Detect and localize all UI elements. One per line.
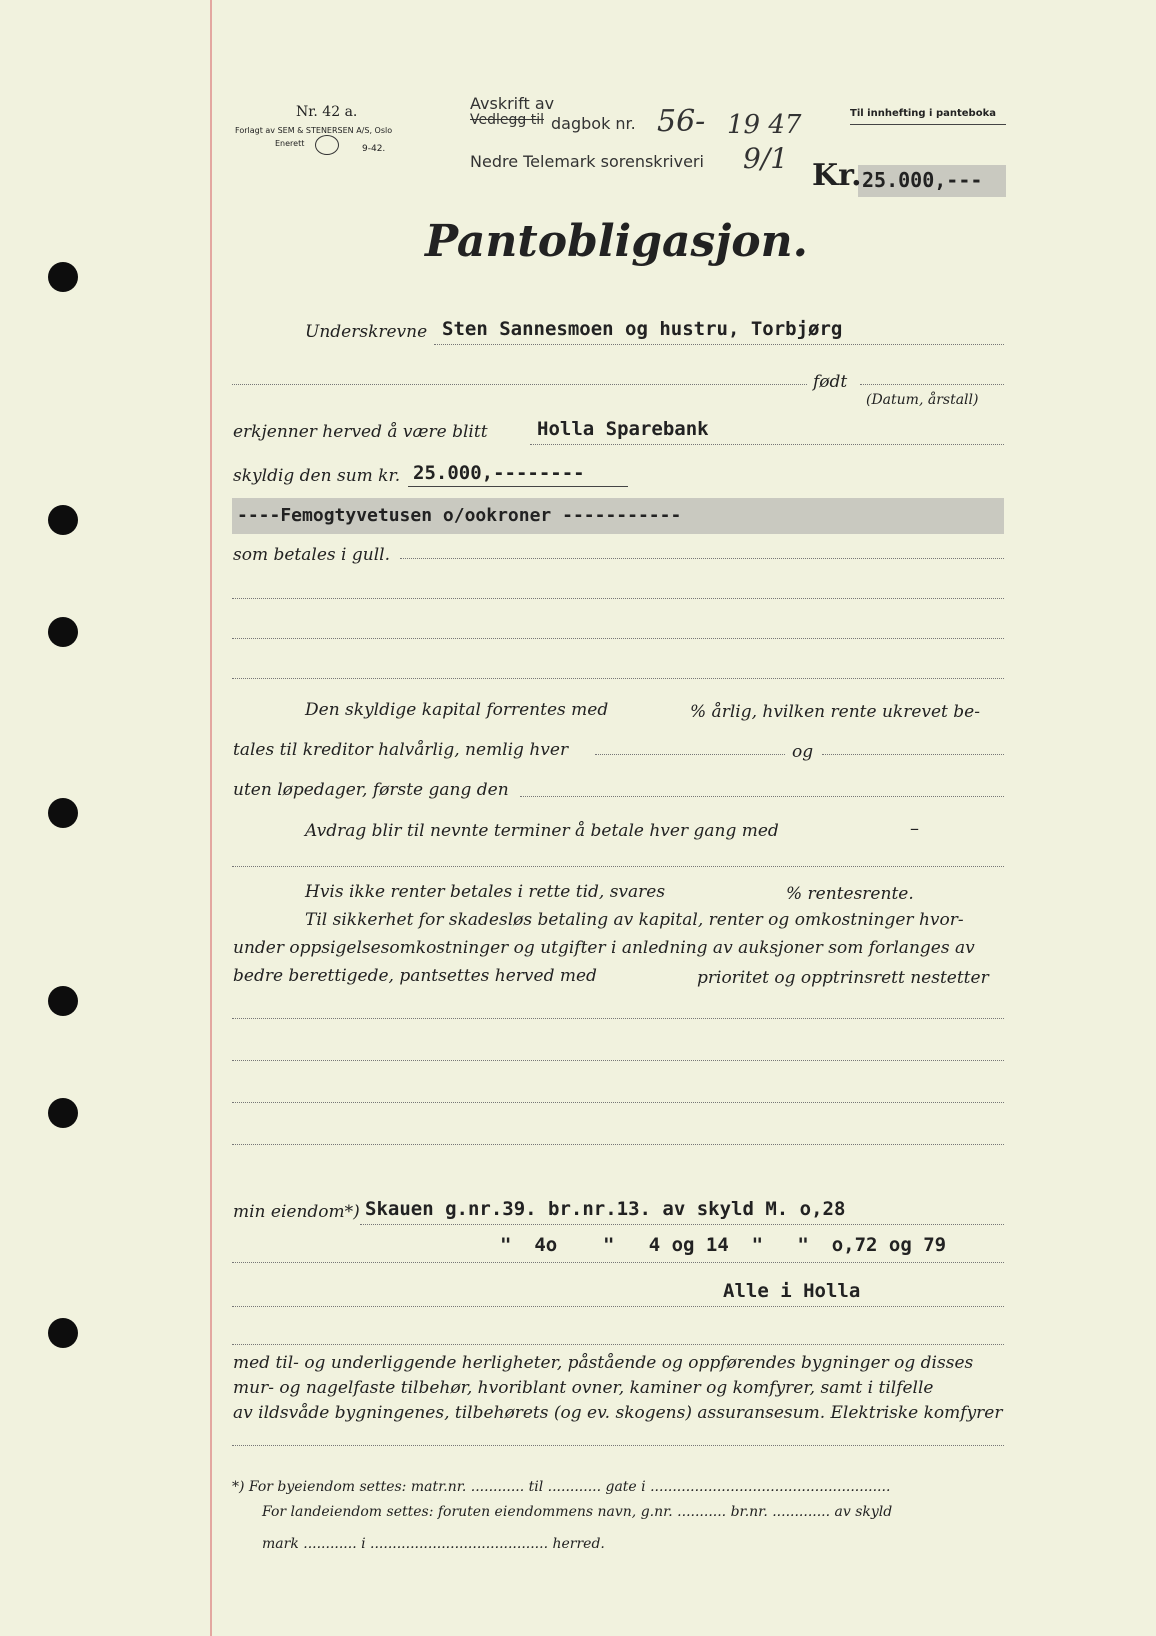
interest-line2-a: tales til kreditor halvårlig, nemlig hver bbox=[233, 740, 569, 760]
margin-rule bbox=[210, 0, 212, 1636]
blank-line bbox=[232, 1144, 1004, 1145]
creditor-value: Holla Sparebank bbox=[537, 418, 709, 440]
punch-hole bbox=[48, 798, 78, 828]
document-title: Pantobligasjon. bbox=[425, 216, 808, 267]
interest-line1-b: % årlig, hvilken rente ukrevet be- bbox=[690, 702, 980, 722]
punch-hole bbox=[48, 617, 78, 647]
closing-line1: med til- og underliggende herligheter, påstående og oppførendes bygninger og disses bbox=[233, 1353, 974, 1373]
filing-note-underline bbox=[850, 124, 1006, 125]
blank-line bbox=[232, 678, 1004, 679]
punch-hole bbox=[48, 262, 78, 292]
blank-line bbox=[232, 638, 1004, 639]
footnote-line2: For landeiendom settes: foruten eiendommens navn, g.nr. ........... br.nr. ............. av skyld bbox=[262, 1504, 893, 1520]
property-label: min eiendom*) bbox=[233, 1202, 360, 1222]
stamp-number: 56- bbox=[657, 104, 706, 139]
undersigned-label: Underskrevne bbox=[305, 322, 428, 342]
publisher-logo-icon bbox=[315, 135, 339, 155]
blank-line bbox=[232, 1344, 1004, 1345]
acknowledge-label: erkjenner herved å være blitt bbox=[233, 422, 488, 442]
security-line1: Til sikkerhet for skadesløs betaling av kapital, renter og omkostninger hvor- bbox=[305, 910, 964, 930]
footnote-line3: mark ............ i ........................................ herred. bbox=[262, 1536, 605, 1552]
copyright: Enerett bbox=[275, 139, 305, 148]
closing-line2: mur- og nagelfaste tilbehør, hvoriblant ovner, kaminer og komfyrer, samt i tilfelle bbox=[233, 1378, 934, 1398]
amount-in-words: ----Femogtyvetusen o/ookroner ----------- bbox=[237, 505, 682, 526]
born-label: født bbox=[813, 372, 848, 392]
property-line2-rule bbox=[232, 1262, 1004, 1263]
property-line1-rule bbox=[360, 1224, 1004, 1225]
office-stamp: Nedre Telemark sorenskriveri bbox=[470, 152, 704, 171]
blank-line bbox=[232, 1445, 1004, 1446]
property-line2: " 4o " 4 og 14 " " o,72 og 79 bbox=[500, 1234, 947, 1256]
amount-prefix: Kr. bbox=[812, 158, 862, 193]
owed-label: skyldig den sum kr. bbox=[233, 466, 401, 486]
form-date: 9-42. bbox=[362, 144, 386, 154]
punch-hole bbox=[48, 505, 78, 535]
filing-note: Til innhefting i panteboka bbox=[850, 108, 996, 119]
stamp-line1: Avskrift av bbox=[470, 94, 555, 113]
born-line-right bbox=[860, 384, 1004, 385]
interest-line3: uten løpedager, første gang den bbox=[233, 780, 509, 800]
interest-line2-b: og bbox=[792, 742, 814, 762]
gold-line bbox=[400, 558, 1004, 559]
born-line-left bbox=[232, 384, 807, 385]
property-line3: Alle i Holla bbox=[723, 1280, 861, 1302]
form-number: Nr. 42 a. bbox=[296, 104, 358, 120]
installment-label: Avdrag blir til nevnte terminer å betale hver gang med bbox=[305, 821, 779, 841]
stamp-year: 19 47 bbox=[727, 110, 802, 140]
owed-line bbox=[408, 486, 628, 487]
blank-line bbox=[232, 1018, 1004, 1019]
property-line1: Skauen g.nr.39. br.nr.13. av skyld M. o,28 bbox=[365, 1198, 846, 1220]
property-line3-rule bbox=[232, 1306, 1004, 1307]
undersigned-value: Sten Sannesmoen og hustru, Torbjørg bbox=[442, 318, 843, 340]
stamp-line1-cont: dagbok nr. bbox=[551, 114, 636, 133]
owed-value: 25.000,-------- bbox=[413, 462, 585, 484]
interest-line3-fill bbox=[520, 796, 1004, 797]
blank-line bbox=[232, 1060, 1004, 1061]
stamp-line2-struck: Vedlegg til bbox=[470, 112, 544, 128]
interest-line2-fill bbox=[595, 754, 785, 755]
punch-hole bbox=[48, 986, 78, 1016]
closing-line3: av ildsvåde bygningenes, tilbehørets (og ev. skogens) assuransesum. Elektriske komfyrer bbox=[233, 1403, 1003, 1423]
punch-hole bbox=[48, 1318, 78, 1348]
interest-line2-fill-right bbox=[822, 754, 1004, 755]
blank-line bbox=[232, 866, 1004, 867]
security-line2: under oppsigelsesomkostninger og utgifter i anledning av auksjoner som forlanges av bbox=[233, 938, 975, 958]
installment-value: – bbox=[910, 818, 919, 839]
punch-hole bbox=[48, 1098, 78, 1128]
gold-label: som betales i gull. bbox=[233, 545, 390, 565]
office-date: 9/1 bbox=[743, 142, 789, 175]
footnote-line1: *) For byeiendom settes: matr.nr. ............ til ............ gate i ...................................................... bbox=[232, 1479, 891, 1495]
creditor-line bbox=[530, 444, 1004, 445]
interest-line1-a: Den skyldige kapital forrentes med bbox=[305, 700, 609, 720]
born-hint: (Datum, årstall) bbox=[866, 392, 979, 408]
blank-line bbox=[232, 598, 1004, 599]
late-line-b: % rentesrente. bbox=[786, 884, 914, 904]
late-line-a: Hvis ikke renter betales i rette tid, svares bbox=[305, 882, 666, 902]
amount-value: 25.000,--- bbox=[862, 168, 983, 192]
publisher: Forlagt av SEM & STENERSEN A/S, Oslo bbox=[235, 126, 393, 135]
undersigned-line bbox=[434, 344, 1004, 345]
blank-line bbox=[232, 1102, 1004, 1103]
security-line3-a: bedre berettigede, pantsettes herved med bbox=[233, 966, 597, 986]
security-line3-b: prioritet og opptrinsrett nestetter bbox=[697, 968, 989, 988]
